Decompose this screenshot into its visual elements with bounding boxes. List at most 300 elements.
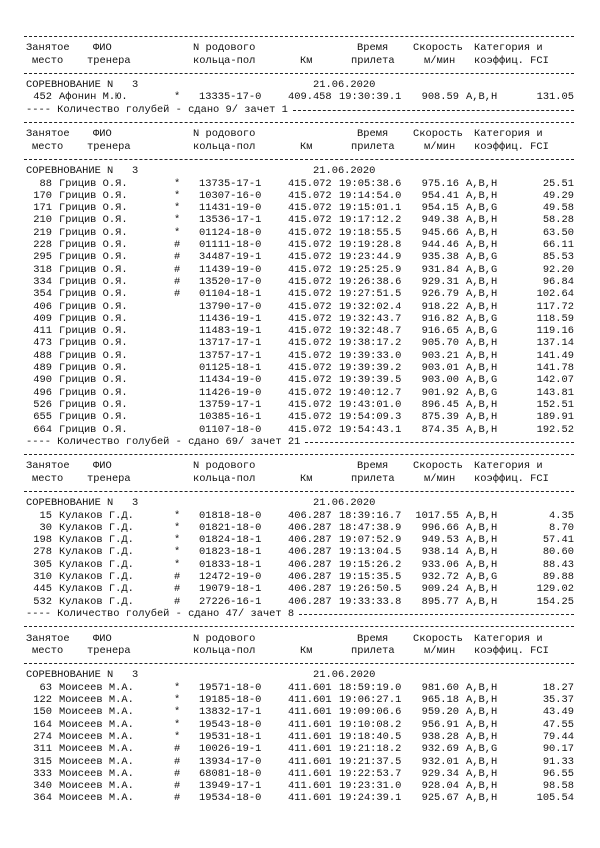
speed: 996.66	[421, 521, 459, 534]
distance-km: 415.072	[288, 251, 332, 264]
table-row	[0, 756, 600, 768]
category: A,B,G	[466, 325, 498, 338]
ring-number: 13520-17-0	[199, 275, 262, 288]
speed: 945.66	[421, 226, 459, 239]
arrival-time: 19:23:44.9	[339, 251, 402, 264]
category: A,B,H	[466, 694, 498, 707]
fci-coefficient: 105.54	[536, 792, 574, 805]
arrival-time: 19:05:38.6	[339, 177, 402, 190]
header-place: место	[32, 472, 64, 485]
header-category: коэффиц. FCI	[474, 140, 549, 153]
header-place: место	[32, 644, 64, 657]
speed: 935.38	[421, 251, 459, 264]
category: A,B,G	[466, 251, 498, 264]
speed: 903.00	[421, 374, 459, 387]
speed: 932.01	[421, 755, 459, 768]
arrival-time: 19:06:27.1	[339, 694, 402, 707]
category: A,B,H	[466, 792, 498, 805]
place: 333	[33, 767, 52, 780]
place: 532	[33, 595, 52, 608]
category: A,B,H	[466, 349, 498, 362]
speed: 874.35	[421, 423, 459, 436]
arrival-time: 19:17:12.2	[339, 214, 402, 227]
pigeon-count: ---- Количество голубей - сдано 47/ зачет 8	[26, 607, 295, 620]
arrival-time: 19:23:31.0	[339, 780, 402, 793]
header-place: Занятое	[26, 128, 70, 141]
trainer-name: Грицив О.Я.	[59, 337, 128, 350]
header-fio: ФИО	[93, 42, 112, 55]
ring-number: 11436-19-1	[199, 312, 262, 325]
ring-number: 13735-17-1	[199, 177, 262, 190]
fci-coefficient: 18.27	[542, 681, 574, 694]
ring-number: 10385-16-1	[199, 411, 262, 424]
fci-coefficient: 58.28	[542, 214, 574, 227]
distance-km: 411.601	[288, 755, 332, 768]
distance-km: 415.072	[288, 300, 332, 313]
category: A,B,H	[466, 780, 498, 793]
header-km: Км	[300, 54, 313, 67]
fci-coefficient: 79.44	[542, 730, 574, 743]
ring-number: 13536-17-1	[199, 214, 262, 227]
trainer-name: Кулаков Г.Д.	[59, 558, 134, 571]
category: A,B,H	[466, 706, 498, 719]
table-row	[0, 571, 600, 583]
header-time: прилета	[351, 644, 395, 657]
header-category: коэффиц. FCI	[474, 644, 549, 657]
trainer-name: Грицив О.Я.	[59, 300, 128, 313]
header-time: Время	[357, 632, 389, 645]
arrival-time: 19:19:28.8	[339, 239, 402, 252]
category: A,B,H	[466, 534, 498, 547]
arrival-time: 19:18:55.5	[339, 226, 402, 239]
header-ring: кольца-пол	[193, 140, 256, 153]
distance-km: 415.072	[288, 288, 332, 301]
distance-km: 415.072	[288, 374, 332, 387]
distance-km: 406.287	[288, 534, 332, 547]
arrival-time: 19:22:53.7	[339, 767, 402, 780]
table-row	[0, 91, 600, 103]
table-row	[0, 190, 600, 202]
ring-number: 01125-18-1	[199, 362, 262, 375]
place: 473	[33, 337, 52, 350]
fci-coefficient: 141.78	[536, 362, 574, 375]
distance-km: 415.072	[288, 337, 332, 350]
mark: *	[174, 718, 181, 731]
mark: #	[174, 288, 181, 301]
distance-km: 415.072	[288, 275, 332, 288]
distance-km: 415.072	[288, 226, 332, 239]
fci-coefficient: 152.51	[536, 398, 574, 411]
trainer-name: Грицив О.Я.	[59, 411, 128, 424]
header-place: место	[32, 140, 64, 153]
trainer-name: Грицив О.Я.	[59, 374, 128, 387]
trainer-name: Грицив О.Я.	[59, 423, 128, 436]
speed: 929.31	[421, 275, 459, 288]
speed: 905.70	[421, 337, 459, 350]
ring-number: 68081-18-0	[199, 767, 262, 780]
ring-number: 19079-18-1	[199, 583, 262, 596]
place: 452	[33, 91, 52, 104]
fci-coefficient: 57.41	[542, 534, 574, 547]
category: A,B,H	[466, 767, 498, 780]
table-row	[0, 276, 600, 288]
mark: *	[174, 91, 181, 104]
place: 170	[33, 189, 52, 202]
place: 488	[33, 349, 52, 362]
ring-number: 11426-19-0	[199, 386, 262, 399]
header-time: Время	[357, 460, 389, 473]
table-row	[0, 411, 600, 423]
table-row	[0, 792, 600, 804]
mark: *	[174, 189, 181, 202]
fci-coefficient: 143.81	[536, 386, 574, 399]
table-row	[0, 227, 600, 239]
distance-km: 411.601	[288, 706, 332, 719]
header-ring: кольца-пол	[193, 472, 256, 485]
trainer-name: Моисеев М.А.	[59, 743, 134, 756]
ring-number: 10026-19-1	[199, 743, 262, 756]
trainer-name: Грицив О.Я.	[59, 398, 128, 411]
table-row	[0, 301, 600, 313]
arrival-time: 19:32:48.7	[339, 325, 402, 338]
distance-km: 411.601	[288, 718, 332, 731]
header-ring: кольца-пол	[193, 54, 256, 67]
mark: #	[174, 792, 181, 805]
header-speed: м/мин	[424, 644, 456, 657]
mark: *	[174, 681, 181, 694]
table-row	[0, 313, 600, 325]
category: A,B,H	[466, 91, 498, 104]
distance-km: 409.458	[288, 91, 332, 104]
trainer-name: Грицив О.Я.	[59, 214, 128, 227]
table-row	[0, 596, 600, 608]
place: 150	[33, 706, 52, 719]
mark: #	[174, 239, 181, 252]
table-row	[0, 202, 600, 214]
speed: 1017.55	[415, 509, 459, 522]
header-ring: кольца-пол	[193, 644, 256, 657]
category: A,B,H	[466, 275, 498, 288]
ring-number: 01833-18-1	[199, 558, 262, 571]
ring-number: 12472-19-0	[199, 571, 262, 584]
place: 305	[33, 558, 52, 571]
place: 15	[39, 509, 52, 522]
dashed-divider	[0, 657, 600, 669]
table-row	[0, 719, 600, 731]
place: 198	[33, 534, 52, 547]
ring-number: 01104-18-1	[199, 288, 262, 301]
arrival-time: 19:39:39.2	[339, 362, 402, 375]
distance-km: 415.072	[288, 325, 332, 338]
table-row	[0, 768, 600, 780]
trainer-name: Моисеев М.А.	[59, 706, 134, 719]
ring-number: 01107-18-0	[199, 423, 262, 436]
speed: 929.34	[421, 767, 459, 780]
column-header-line-2	[0, 55, 600, 67]
header-km: Км	[300, 140, 313, 153]
place: 278	[33, 546, 52, 559]
trainer-name: Моисеев М.А.	[59, 718, 134, 731]
header-speed: Скорость	[413, 632, 463, 645]
mark: *	[174, 202, 181, 215]
place: 171	[33, 202, 52, 215]
speed: 956.91	[421, 718, 459, 731]
table-row	[0, 682, 600, 694]
place: 219	[33, 226, 52, 239]
place: 364	[33, 792, 52, 805]
table-row	[0, 522, 600, 534]
mark: #	[174, 571, 181, 584]
category: A,B,H	[466, 226, 498, 239]
header-category: коэффиц. FCI	[474, 472, 549, 485]
competition-title	[0, 79, 600, 91]
arrival-time: 19:32:02.4	[339, 300, 402, 313]
ring-number: 19534-18-0	[199, 792, 262, 805]
arrival-time: 19:14:54.0	[339, 189, 402, 202]
ring-number: 13949-17-1	[199, 780, 262, 793]
arrival-time: 19:26:50.5	[339, 583, 402, 596]
distance-km: 411.601	[288, 694, 332, 707]
trainer-name: Грицив О.Я.	[59, 362, 128, 375]
distance-km: 415.072	[288, 177, 332, 190]
distance-km: 415.072	[288, 189, 332, 202]
speed: 954.41	[421, 189, 459, 202]
trainer-name: Моисеев М.А.	[59, 780, 134, 793]
trainer-name: Афонин М.Ю.	[59, 91, 128, 104]
speed: 903.21	[421, 349, 459, 362]
trainer-name: Грицив О.Я.	[59, 177, 128, 190]
fci-coefficient: 63.50	[542, 226, 574, 239]
fci-coefficient: 91.33	[542, 755, 574, 768]
dashed-divider	[0, 116, 600, 128]
ring-number: 19531-18-1	[199, 730, 262, 743]
competition-title	[0, 497, 600, 509]
place: 409	[33, 312, 52, 325]
mark: #	[174, 251, 181, 264]
column-header-line-1	[0, 460, 600, 472]
dashed-divider	[0, 448, 600, 460]
place: 122	[33, 694, 52, 707]
trainer-name: Грицив О.Я.	[59, 263, 128, 276]
header-time: Время	[357, 128, 389, 141]
speed: 931.84	[421, 263, 459, 276]
fci-coefficient: 8.70	[549, 521, 574, 534]
mark: #	[174, 275, 181, 288]
fci-coefficient: 96.55	[542, 767, 574, 780]
header-time: прилета	[351, 140, 395, 153]
table-row	[0, 424, 600, 436]
place: 315	[33, 755, 52, 768]
fci-coefficient: 119.16	[536, 325, 574, 338]
dashed-divider	[0, 67, 600, 79]
category: A,B,G	[466, 263, 498, 276]
ring-number: 19185-18-0	[199, 694, 262, 707]
trainer-name: Грицив О.Я.	[59, 288, 128, 301]
distance-km: 415.072	[288, 386, 332, 399]
competition-title	[0, 165, 600, 177]
header-ring: N родового	[193, 42, 256, 55]
header-place: Занятое	[26, 42, 70, 55]
header-place: Занятое	[26, 460, 70, 473]
fci-coefficient: 88.43	[542, 558, 574, 571]
arrival-time: 19:21:37.5	[339, 755, 402, 768]
footer-dashes	[299, 614, 574, 615]
mark: *	[174, 546, 181, 559]
speed: 954.15	[421, 202, 459, 215]
trainer-name: Моисеев М.А.	[59, 767, 134, 780]
speed: 938.28	[421, 730, 459, 743]
mark: *	[174, 534, 181, 547]
table-row	[0, 546, 600, 558]
table-row	[0, 399, 600, 411]
trainer-name: Кулаков Г.Д.	[59, 509, 134, 522]
distance-km: 406.287	[288, 521, 332, 534]
speed: 949.53	[421, 534, 459, 547]
fci-coefficient: 49.58	[542, 202, 574, 215]
mark: #	[174, 263, 181, 276]
arrival-time: 19:40:12.7	[339, 386, 402, 399]
table-row	[0, 694, 600, 706]
fci-coefficient: 117.72	[536, 300, 574, 313]
arrival-time: 19:32:43.7	[339, 312, 402, 325]
distance-km: 411.601	[288, 792, 332, 805]
place: 354	[33, 288, 52, 301]
table-row	[0, 362, 600, 374]
fci-coefficient: 129.02	[536, 583, 574, 596]
arrival-time: 19:54:09.3	[339, 411, 402, 424]
place: 295	[33, 251, 52, 264]
place: 334	[33, 275, 52, 288]
fci-coefficient: 43.49	[542, 706, 574, 719]
speed: 908.59	[421, 91, 459, 104]
header-category: коэффиц. FCI	[474, 54, 549, 67]
arrival-time: 19:43:01.0	[339, 398, 402, 411]
header-km: Км	[300, 472, 313, 485]
speed: 949.38	[421, 214, 459, 227]
category: A,B,H	[466, 189, 498, 202]
header-speed: м/мин	[424, 472, 456, 485]
trainer-name: Грицив О.Я.	[59, 386, 128, 399]
arrival-time: 19:26:38.6	[339, 275, 402, 288]
place: 228	[33, 239, 52, 252]
distance-km: 406.287	[288, 509, 332, 522]
category: A,B,H	[466, 755, 498, 768]
distance-km: 411.601	[288, 743, 332, 756]
speed: 933.06	[421, 558, 459, 571]
arrival-time: 18:47:38.9	[339, 521, 402, 534]
header-fio: тренера	[87, 644, 131, 657]
ring-number: 13934-17-0	[199, 755, 262, 768]
trainer-name: Грицив О.Я.	[59, 312, 128, 325]
ring-number: 34487-19-1	[199, 251, 262, 264]
arrival-time: 19:21:18.2	[339, 743, 402, 756]
place: 88	[39, 177, 52, 190]
table-row	[0, 731, 600, 743]
category: A,B,G	[466, 571, 498, 584]
mark: *	[174, 226, 181, 239]
header-speed: м/мин	[424, 54, 456, 67]
footer-dashes	[293, 110, 574, 111]
distance-km: 406.287	[288, 595, 332, 608]
trainer-name: Кулаков Г.Д.	[59, 521, 134, 534]
category: A,B,H	[466, 239, 498, 252]
trainer-name: Грицив О.Я.	[59, 189, 128, 202]
place: 164	[33, 718, 52, 731]
distance-km: 411.601	[288, 730, 332, 743]
section-footer	[0, 608, 600, 620]
trainer-name: Кулаков Г.Д.	[59, 534, 134, 547]
fci-coefficient: 192.52	[536, 423, 574, 436]
section-footer	[0, 104, 600, 116]
speed: 896.45	[421, 398, 459, 411]
arrival-time: 19:54:43.1	[339, 423, 402, 436]
section-footer	[0, 436, 600, 448]
category: A,B,H	[466, 337, 498, 350]
place: 526	[33, 398, 52, 411]
place: 489	[33, 362, 52, 375]
place: 318	[33, 263, 52, 276]
arrival-time: 19:33:33.8	[339, 595, 402, 608]
fci-coefficient: 102.64	[536, 288, 574, 301]
mark: *	[174, 509, 181, 522]
ring-number: 13790-17-0	[199, 300, 262, 313]
speed: 926.79	[421, 288, 459, 301]
category: A,B,G	[466, 743, 498, 756]
fci-coefficient: 154.25	[536, 595, 574, 608]
pigeon-count: ---- Количество голубей - сдано 9/ зачет 1	[26, 103, 288, 116]
competition-date: 21.06.2020	[313, 165, 376, 178]
category: A,B,H	[466, 681, 498, 694]
fci-coefficient: 66.11	[542, 239, 574, 252]
table-row	[0, 288, 600, 300]
place: 63	[39, 681, 52, 694]
fci-coefficient: 49.29	[542, 189, 574, 202]
table-row	[0, 251, 600, 263]
category: A,B,H	[466, 509, 498, 522]
category: A,B,H	[466, 214, 498, 227]
competition-date: 21.06.2020	[313, 79, 376, 92]
distance-km: 415.072	[288, 398, 332, 411]
trainer-name: Грицив О.Я.	[59, 275, 128, 288]
place: 664	[33, 423, 52, 436]
fci-coefficient: 89.88	[542, 571, 574, 584]
trainer-name: Кулаков Г.Д.	[59, 571, 134, 584]
fci-coefficient: 142.07	[536, 374, 574, 387]
fci-coefficient: 25.51	[542, 177, 574, 190]
fci-coefficient: 80.60	[542, 546, 574, 559]
speed: 918.22	[421, 300, 459, 313]
speed: 928.04	[421, 780, 459, 793]
ring-number: 13335-17-0	[199, 91, 262, 104]
category: A,B,G	[466, 312, 498, 325]
arrival-time: 19:18:40.5	[339, 730, 402, 743]
arrival-time: 19:13:04.5	[339, 546, 402, 559]
speed: 895.77	[421, 595, 459, 608]
header-speed: м/мин	[424, 140, 456, 153]
mark: #	[174, 595, 181, 608]
place: 274	[33, 730, 52, 743]
column-header-line-1	[0, 42, 600, 54]
ring-number: 13757-17-1	[199, 349, 262, 362]
fci-coefficient: 137.14	[536, 337, 574, 350]
arrival-time: 19:24:39.1	[339, 792, 402, 805]
header-time: прилета	[351, 472, 395, 485]
table-row	[0, 387, 600, 399]
fci-coefficient: 4.35	[549, 509, 574, 522]
place: 496	[33, 386, 52, 399]
fci-coefficient: 131.05	[536, 91, 574, 104]
table-row	[0, 178, 600, 190]
